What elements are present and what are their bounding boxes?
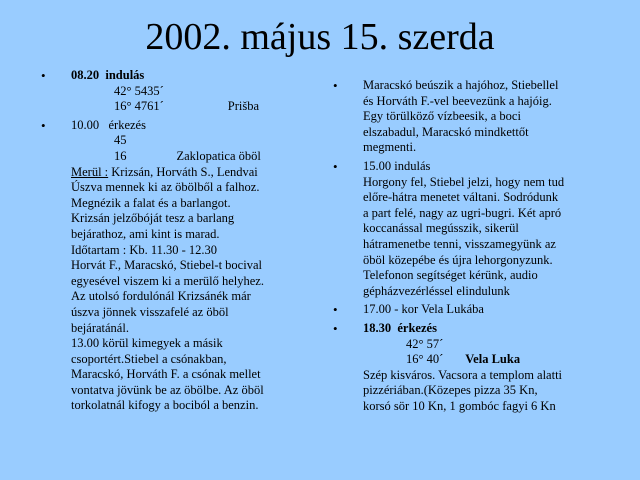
text-line: elszabadul, Maracskó mindkettőt [363, 124, 529, 139]
text-line: • 15.00 indulás [363, 158, 431, 173]
dive-text: Merül : Krizsán, Horváth S., Lendvai [71, 164, 258, 179]
dive-text: csoportért.Stiebel a csónakban, [71, 351, 227, 366]
dive-text: bejárathoz, ami kint is marad. [71, 226, 220, 241]
dive-text: Krizsán jelzőbóját tesz a barlang [71, 211, 235, 226]
text-line: Szép kisváros. Vacsora a templom alatti [363, 367, 563, 382]
arrival-header: • 18.30 érkezés [363, 320, 437, 335]
list-item-departure [38, 68, 308, 115]
page-title: 2002. május 15. szerda [145, 16, 495, 58]
dive-text: Horvát F., Maracskó, Stiebel-t bocival [71, 258, 262, 273]
left-column [38, 68, 308, 417]
text-line: pizzériában.(Közepes pizza 35 Kn, [363, 383, 538, 398]
text-line: hátramenetbe tenni, visszamegyünk az [363, 236, 556, 251]
text-line: előre-hátra menetet váltani. Sodródunk [363, 190, 559, 205]
dive-text: torkolatnál kifogy a bociból a benzin. [71, 398, 259, 413]
list-item-boarding [330, 78, 600, 156]
arrival-coord-lat: 45 [114, 133, 127, 148]
departure-coord-lon: 16° 4761´ Prišba [114, 99, 260, 114]
dive-text: Maracskó, Horváth F. a csónak mellet [71, 367, 261, 382]
right-column [330, 78, 600, 417]
list-item-1700 [330, 302, 600, 318]
text-line: a part felé, nagy az ugri-bugri. Két apró [363, 205, 562, 220]
dive-text: Megnézik a falat és a barlangot. [71, 195, 231, 210]
dive-text: Az utolsó fordulónál Krizsánék már [71, 289, 251, 304]
dive-text: egyesével viszem ki a merülő helyhez. [71, 273, 264, 288]
text-line: gépházvezérléssel elindulunk [363, 283, 510, 298]
text-line: Telefonon segítséget kérünk, audio [363, 268, 538, 283]
departure-coord-lat: 42° 5435´ [114, 83, 164, 98]
text-line: koccanással megússzik, sikerül [363, 221, 519, 236]
list-item-departure-1500 [330, 159, 600, 299]
departure-header: • 08.20 indulás [71, 68, 145, 82]
text-line: • Maracskó beúszik a hajóhoz, Stiebellel [363, 78, 559, 92]
dive-text: úszva jönnek visszafelé az öböl [71, 304, 229, 319]
dive-text: Úszva mennek ki az öbölből a falhoz. [71, 180, 260, 195]
text-line: korsó sör 10 Kn, 1 gombóc fagyi 6 Kn [363, 398, 556, 413]
text-line: • 17.00 - kor Vela Lukába [363, 302, 484, 317]
text-line: megmenti. [363, 140, 417, 155]
dive-text: 13.00 körül kimegyek a másik [71, 336, 223, 351]
dive-text: Időtartam : Kb. 11.30 - 12.30 [71, 242, 218, 257]
text-line: és Horváth F.-vel beevezünk a hajóig. [363, 93, 552, 108]
text-line: Horgony fel, Stiebel jelzi, hogy nem tud [363, 174, 565, 189]
text-line: Egy törülköző vízbeesik, a boci [363, 109, 521, 124]
arrival-header: • 10.00 érkezés [71, 117, 146, 132]
dive-text: bejáratánál. [71, 320, 129, 335]
text-line: öböl közepébe és újra lehorgonyzunk. [363, 252, 553, 267]
dive-text: vontatva jövünk be az öbölbe. Az öböl [71, 382, 264, 397]
list-item-arrival-1830 [330, 321, 600, 415]
list-item-arrival [38, 118, 308, 414]
arrival-coord-lon: 16° 40´ Vela Luka [406, 352, 521, 367]
arrival-coord-lon: 16 Zaklopatica öböl [114, 148, 261, 163]
arrival-coord-lat: 42° 57´ [406, 336, 444, 351]
